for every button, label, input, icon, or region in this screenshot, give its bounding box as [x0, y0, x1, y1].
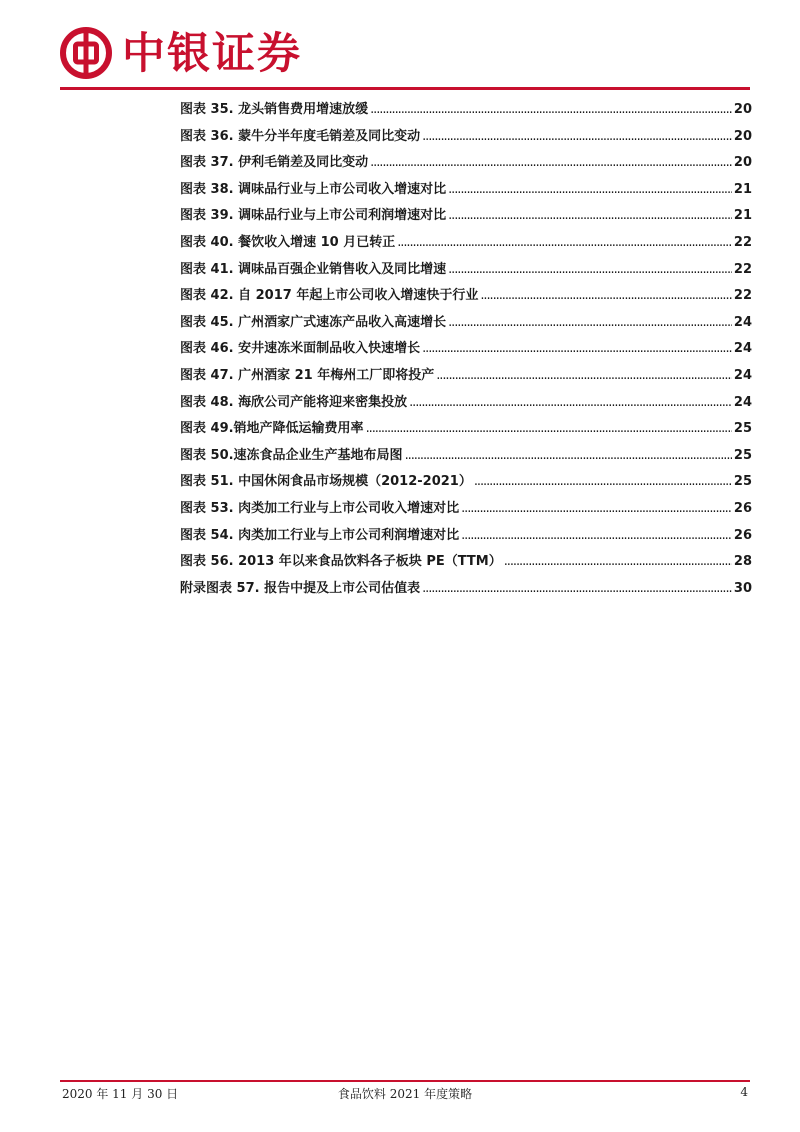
toc-leader-dots [370, 155, 732, 170]
toc-entry-title: 图表 40. 餐饮收入增速 10 月已转正 [180, 234, 396, 250]
toc-leader-dots [436, 368, 732, 383]
toc-entry-title: 图表 42. 自 2017 年起上市公司收入增速快于行业 [180, 288, 479, 304]
toc-leader-dots [405, 448, 732, 463]
toc-entry-page: 22 [733, 261, 752, 277]
header-divider [60, 87, 750, 90]
toc-entry[interactable] [180, 577, 752, 604]
toc-entry-title: 图表 48. 海欣公司产能将迎来密集投放 [180, 394, 408, 410]
toc-entry-page: 28 [733, 554, 752, 570]
toc-leader-dots [409, 395, 732, 410]
toc-entry-title: 图表 47. 广州酒家 21 年梅州工厂即将投产 [180, 367, 435, 383]
toc-leader-dots [448, 262, 732, 277]
toc-leader-dots [422, 129, 732, 144]
toc-entry-page: 26 [733, 527, 752, 543]
toc-entry-page: 20 [733, 128, 752, 144]
bank-of-china-logo-icon [60, 27, 112, 79]
page-header [0, 0, 800, 96]
toc-entry[interactable] [180, 231, 752, 258]
page-footer [62, 1085, 748, 1103]
toc-entry-title: 图表 50.速冻食品企业生产基地布局图 [180, 447, 403, 463]
toc-entry-page: 24 [733, 394, 752, 410]
toc-entry[interactable] [180, 391, 752, 418]
toc-entry[interactable] [180, 524, 752, 551]
toc-leader-dots [448, 315, 732, 330]
toc-leader-dots [461, 501, 732, 516]
toc-entry-page: 22 [733, 288, 752, 304]
toc-leader-dots [422, 341, 732, 356]
toc-leader-dots [422, 581, 732, 596]
toc-entry-page: 25 [733, 474, 752, 490]
toc-leader-dots [366, 421, 732, 436]
toc-entry[interactable] [180, 417, 752, 444]
toc-entry[interactable] [180, 98, 752, 125]
toc-entry-page: 21 [733, 208, 752, 224]
toc-entry[interactable] [180, 151, 752, 178]
toc-entry-title: 图表 49.销地产降低运输费用率 [180, 421, 364, 437]
brand-name: 中银证券 [122, 29, 302, 79]
toc-entry-page: 25 [733, 421, 752, 437]
toc-entry-page: 20 [733, 155, 752, 171]
footer-divider [60, 1080, 750, 1082]
toc-entry-page: 22 [733, 234, 752, 250]
toc-entry[interactable] [180, 550, 752, 577]
toc-entry-title: 图表 51. 中国休闲食品市场规模（2012-2021） [180, 474, 472, 490]
toc-entry[interactable] [180, 258, 752, 285]
toc-entry[interactable] [180, 364, 752, 391]
toc-entry[interactable] [180, 470, 752, 497]
toc-entry[interactable] [180, 284, 752, 311]
toc-entry-page: 30 [733, 580, 752, 596]
toc-entry-page: 25 [733, 447, 752, 463]
toc-entry-page: 24 [733, 367, 752, 383]
toc-entry-title: 图表 36. 蒙牛分半年度毛销差及同比变动 [180, 128, 421, 144]
toc-leader-dots [461, 528, 732, 543]
toc-entry[interactable] [180, 311, 752, 338]
toc-entry[interactable] [180, 204, 752, 231]
toc-entry[interactable] [180, 337, 752, 364]
table-of-figures [180, 98, 752, 603]
toc-entry-page: 26 [733, 500, 752, 516]
toc-entry-title: 图表 46. 安井速冻米面制品收入快速增长 [180, 341, 421, 357]
toc-leader-dots [474, 474, 732, 489]
toc-leader-dots [397, 235, 732, 250]
toc-entry-title: 图表 38. 调味品行业与上市公司收入增速对比 [180, 181, 447, 197]
toc-entry[interactable] [180, 497, 752, 524]
page-number: 4 [740, 1085, 748, 1099]
toc-entry-title: 图表 56. 2013 年以来食品饮料各子板块 PE（TTM） [180, 554, 502, 570]
toc-entry-title: 图表 53. 肉类加工行业与上市公司收入增速对比 [180, 500, 460, 516]
toc-entry-title: 图表 45. 广州酒家广式速冻产品收入高速增长 [180, 314, 447, 330]
toc-entry[interactable] [180, 444, 752, 471]
toc-entry-page: 21 [733, 181, 752, 197]
toc-entry-title: 图表 37. 伊利毛销差及同比变动 [180, 155, 369, 171]
toc-leader-dots [448, 208, 732, 223]
toc-entry-title: 图表 54. 肉类加工行业与上市公司利润增速对比 [180, 527, 460, 543]
toc-entry[interactable] [180, 125, 752, 152]
toc-leader-dots [504, 554, 732, 569]
toc-entry-page: 24 [733, 314, 752, 330]
report-date: 2020 年 11 月 30 日 [62, 1087, 179, 1101]
toc-entry[interactable] [180, 178, 752, 205]
report-title: 食品饮料 2021 年度策略 [337, 1087, 473, 1101]
toc-leader-dots [448, 182, 732, 197]
toc-entry-page: 24 [733, 341, 752, 357]
toc-entry-title: 图表 39. 调味品行业与上市公司利润增速对比 [180, 208, 447, 224]
toc-entry-page: 20 [733, 102, 752, 117]
toc-leader-dots [370, 102, 732, 117]
toc-entry-title: 图表 41. 调味品百强企业销售收入及同比增速 [180, 261, 447, 277]
toc-entry-title: 附录图表 57. 报告中提及上市公司估值表 [180, 580, 421, 596]
toc-leader-dots [480, 288, 732, 303]
toc-entry-title: 图表 35. 龙头销售费用增速放缓 [180, 102, 369, 117]
